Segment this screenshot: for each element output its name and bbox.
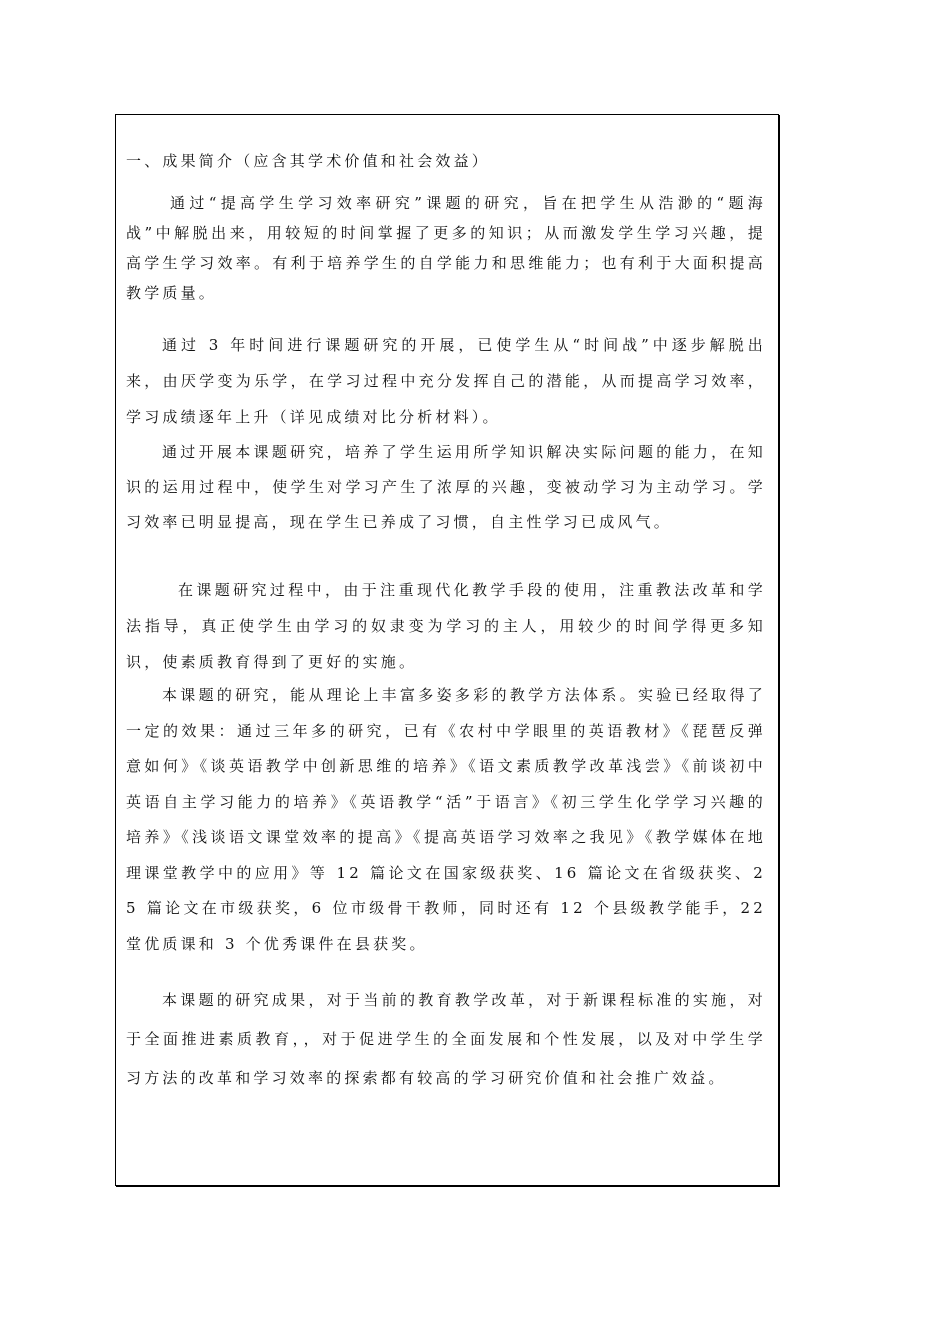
paragraph-teaching-methods: 在课题研究过程中，由于注重现代化教学手段的使用，注重教法改革和学法指导，真正使学生由学习的奴隶变为学习的主人，用较少的时间学得更多知识，使素质教育得到了更好的实施。 (126, 581, 766, 671)
section-heading: 一、成果简介（应含其学术价值和社会效益） (126, 152, 491, 170)
paragraph-achievements: 本课题的研究，能从理论上丰富多姿多彩的教学方法体系。实验已经取得了一定的效果：通过三年多的研究，已有《农村中学眼里的英语教材》《琵琶反弹意如何》《谈英语教学中创新思维的培养》《语文素质教学改革浅尝》《前谈初中英语自主学习能力的培养》《英语教学“活”于语言》《初三学生化学学习兴趣的培养》《浅谈语文课堂效率的提高》《提高英语学习效率之我见》《教学媒体在地理课堂教学中的应用》等 12 篇论文在国家级获奖、16 篇论文在省级获奖、25 篇论文在市级获奖，6 位市级骨干教师，同时还有 12 个县级教学能手，22 堂优质课和 3 个优秀课件在县获奖。 (126, 686, 766, 953)
paragraph-value: 本课题的研究成果，对于当前的教育教学改革，对于新课程标准的实施，对于全面推进素质教育，，对于促进学生的全面发展和个性发展，以及对中学生学习方法的改革和学习效率的探索都有较高的学习研究价值和社会推广效益。 (126, 991, 766, 1087)
paragraph-problem-solving: 通过开展本课题研究，培养了学生运用所学知识解决实际问题的能力，在知识的运用过程中，使学生对学习产生了浓厚的兴趣，变被动学习为主动学习。学习效率已明显提高，现在学生已养成了习惯，自主性学习已成风气。 (126, 443, 766, 531)
paragraph-three-years: 通过 3 年时间进行课题研究的开展，已使学生从“时间战”中逐步解脱出来，由厌学变为乐学，在学习过程中充分发挥自己的潜能，从而提高学习效率，学习成绩逐年上升（详见成绩对比分析材料）。 (126, 336, 766, 426)
paragraph-research-goal: 通过“提高学生学习效率研究”课题的研究，旨在把学生从浩渺的“题海战”中解脱出来，用较短的时间掌握了更多的知识；从而激发学生学习兴趣，提高学生学习效率。有利于培养学生的自学能力和思维能力；也有利于大面积提高教学质量。 (126, 194, 766, 302)
